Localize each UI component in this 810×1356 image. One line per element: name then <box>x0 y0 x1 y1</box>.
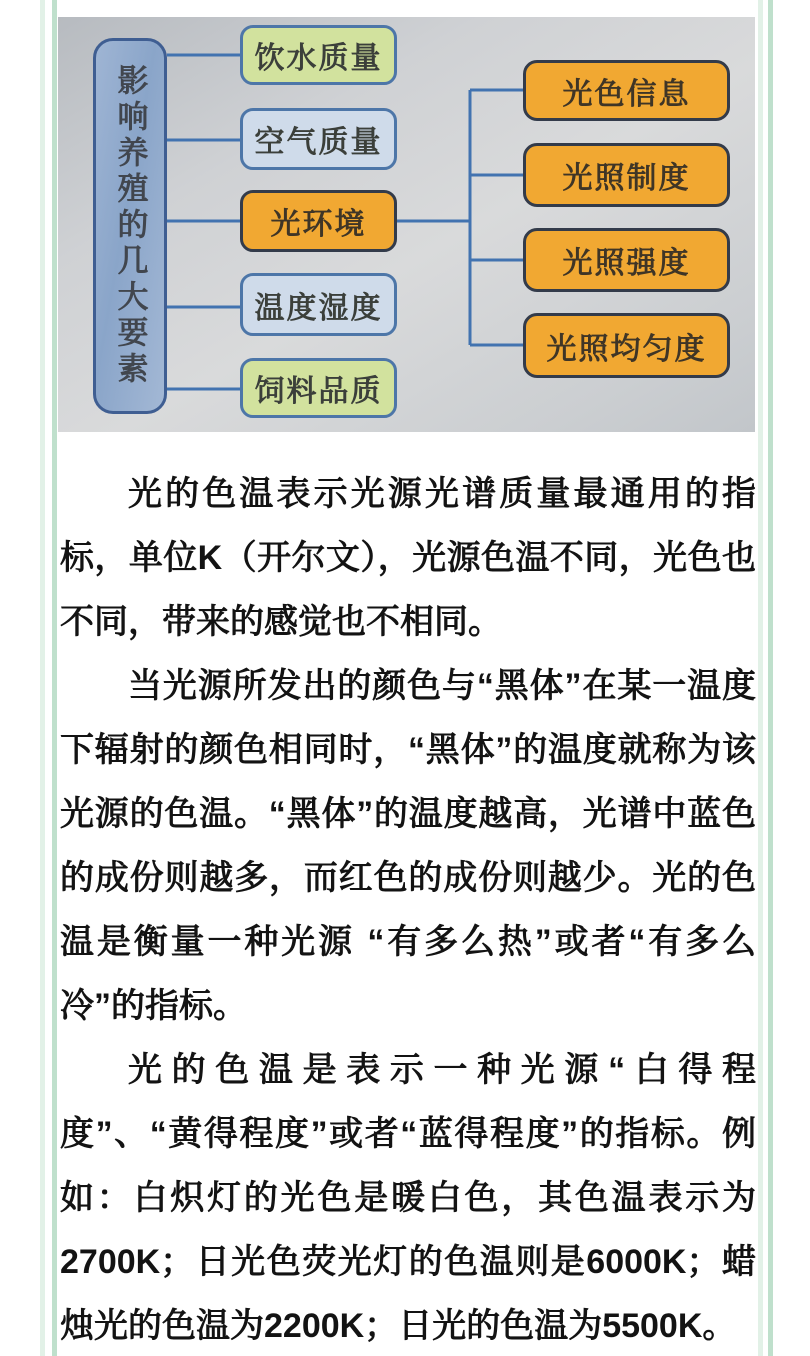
diagram-node-light-intensity: 光照强度 <box>523 228 730 292</box>
left-inner-rule <box>52 0 57 1356</box>
diagram-node-lighting-regime: 光照制度 <box>523 143 730 207</box>
right-outer-rule <box>768 0 773 1356</box>
diagram-root-node: 影响养殖的几大要素 <box>93 38 167 414</box>
right-inner-rule <box>758 0 763 1356</box>
article-body <box>60 462 756 1356</box>
diagram-node-light-uniformity: 光照均匀度 <box>523 313 730 378</box>
article-paragraph: 当光源所发出的颜色与“黑体”在某一温度下辐射的颜色相同时，“黑体”的温度就称为该光源的色温。“黑体”的温度越高，光谱中蓝色的成份则越多，而红色的成份则越少。光的色温是衡量一种光源 “有多么热”或者“有多么冷”的指标。 <box>60 667 756 1025</box>
article-paragraph: 光的色温表示光源光谱质量最通用的指标，单位K（开尔文），光源色温不同，光色也不同，带来的感觉也不相同。 <box>60 475 756 641</box>
diagram-node-temperature-humidity: 温度湿度 <box>240 273 397 336</box>
diagram-node-light-color-info: 光色信息 <box>523 60 730 121</box>
breeding-factors-diagram-image[interactable] <box>58 17 755 432</box>
diagram-node-feed-quality: 饲料品质 <box>240 358 397 418</box>
left-outer-rule <box>40 0 45 1356</box>
article-paragraph: 光的色温是表示一种光源“白得程度”、“黄得程度”或者“蓝得程度”的指标。例如：白炽灯的光色是暖白色，其色温表示为2700K；日光色荧光灯的色温则是6000K；蜡烛光的色温为2200K；日光的色温为5500K。 <box>60 1051 756 1345</box>
diagram-node-light-environment: 光环境 <box>240 190 397 252</box>
diagram-node-drinking-water-quality: 饮水质量 <box>240 25 397 85</box>
diagram-node-air-quality: 空气质量 <box>240 108 397 170</box>
